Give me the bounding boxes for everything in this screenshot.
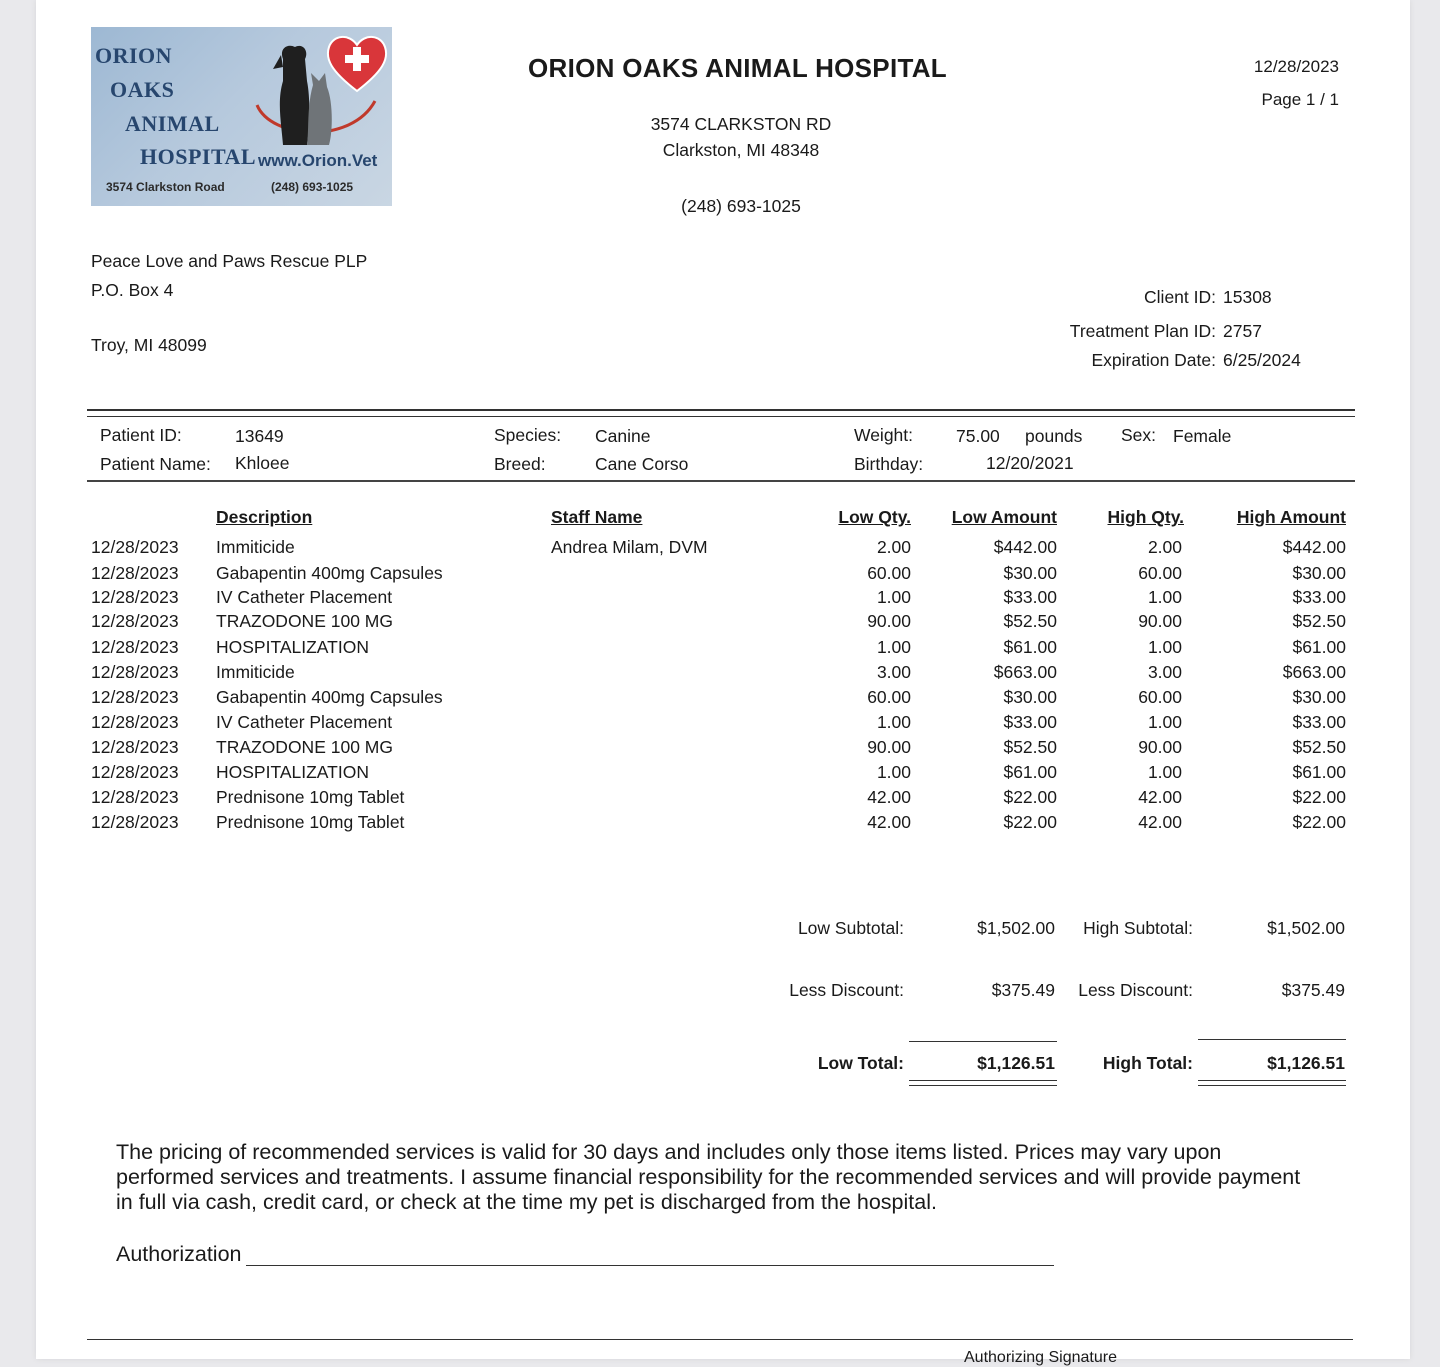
row-high-amount: $33.00 [1292,587,1346,607]
row-low-qty: 90.00 [867,737,911,757]
row-low-qty: 60.00 [867,563,911,583]
row-date: 12/28/2023 [91,687,179,707]
low-discount-value: $375.49 [991,980,1055,1000]
dog-cat-silhouette-icon [263,41,353,151]
row-low-amount: $22.00 [1003,812,1057,832]
weight-unit: pounds [1025,426,1083,446]
row-date: 12/28/2023 [91,537,179,557]
high-total-double-rule-b [1198,1085,1346,1086]
row-high-amount: $22.00 [1292,787,1346,807]
sex-value: Female [1173,426,1232,446]
row-low-qty: 1.00 [876,587,911,607]
sex-label: Sex: [1121,425,1157,445]
row-low-qty: 3.00 [876,662,911,682]
signature-label: Authorizing Signature [964,1349,1117,1366]
row-low-qty: 1.00 [876,712,911,732]
signature-line [87,1339,1353,1340]
row-high-qty: 42.00 [1138,787,1182,807]
weight-label: Weight: [854,425,914,445]
row-description: Prednisone 10mg Tablet [216,787,405,807]
row-high-amount: $61.00 [1292,637,1346,657]
row-low-amount: $442.00 [993,537,1057,557]
logo-word-hospital: HOSPITAL [140,144,257,169]
row-low-qty: 2.00 [876,537,911,557]
row-date: 12/28/2023 [91,637,179,657]
row-high-qty: 2.00 [1147,537,1182,557]
column-header-low-amount: Low Amount [951,507,1057,527]
weight-value: 75.00 [956,426,1000,446]
row-date: 12/28/2023 [91,662,179,682]
column-header-low-qty: Low Qty. [838,507,911,527]
column-header-high-qty: High Qty. [1107,507,1184,527]
hospital-phone: (248) 693-1025 [681,196,801,216]
pricing-disclaimer: The pricing of recommended services is valid for 30 days and includes only those items listed. Prices may vary upon performed services and treatments. I assume financial responsibility for the recommended services and will provide payment in full via cash, credit card, or check at the time my pet is discharged from the hospital. [116,1140,1301,1214]
row-low-qty: 42.00 [867,812,911,832]
row-description: HOSPITALIZATION [216,762,369,782]
low-subtotal-label: Low Subtotal: [797,918,904,938]
low-total-double-rule-a [909,1080,1057,1081]
high-total-label: High Total: [1102,1053,1193,1073]
row-high-qty: 1.00 [1147,587,1182,607]
logo-word-oaks: OAKS [110,77,175,102]
row-high-qty: 1.00 [1147,637,1182,657]
hospital-logo [91,27,392,206]
row-high-amount: $52.50 [1292,611,1346,631]
row-low-amount: $22.00 [1003,787,1057,807]
row-low-qty: 42.00 [867,787,911,807]
expiration-date-label: Expiration Date: [1091,350,1216,370]
row-high-qty: 90.00 [1138,611,1182,631]
high-total-double-rule-a [1198,1080,1346,1081]
row-high-amount: $52.50 [1292,737,1346,757]
row-high-qty: 60.00 [1138,563,1182,583]
row-description: TRAZODONE 100 MG [216,737,393,757]
row-low-qty: 1.00 [876,762,911,782]
row-date: 12/28/2023 [91,812,179,832]
row-description: TRAZODONE 100 MG [216,611,393,631]
birthday-label: Birthday: [854,454,924,474]
low-total-label: Low Total: [817,1053,904,1073]
authorization-line [246,1265,1054,1266]
row-date: 12/28/2023 [91,611,179,631]
row-low-amount: $33.00 [1003,712,1057,732]
row-date: 12/28/2023 [91,762,179,782]
authorization-label: Authorization [116,1242,242,1266]
low-total-rule-top [909,1041,1057,1042]
column-header-description: Description [216,507,313,527]
high-subtotal-label: High Subtotal: [1083,918,1193,938]
row-low-amount: $33.00 [1003,587,1057,607]
row-high-amount: $30.00 [1292,687,1346,707]
logo-url: www.Orion.Vet [258,151,378,170]
rule-patient-bottom [87,480,1355,482]
row-high-qty: 60.00 [1138,687,1182,707]
patient-name-value: Khloee [235,453,290,473]
row-high-qty: 42.00 [1138,812,1182,832]
row-high-qty: 3.00 [1147,662,1182,682]
high-total-rule-top [1198,1039,1346,1040]
row-description: IV Catheter Placement [216,587,393,607]
logo-street: 3574 Clarkston Road [106,180,225,194]
row-high-amount: $442.00 [1282,537,1346,557]
row-description: Immiticide [216,537,295,557]
low-total-double-rule-b [909,1085,1057,1086]
row-description: Gabapentin 400mg Capsules [216,687,443,707]
row-high-amount: $30.00 [1292,563,1346,583]
row-high-qty: 1.00 [1147,712,1182,732]
row-description: IV Catheter Placement [216,712,393,732]
client-address: P.O. Box 4 [91,280,174,300]
client-id-value: 15308 [1223,287,1272,307]
row-low-amount: $52.50 [1003,611,1057,631]
row-low-amount: $61.00 [1003,762,1057,782]
row-description: HOSPITALIZATION [216,637,369,657]
species-label: Species: [494,425,562,445]
birthday-value: 12/20/2021 [986,453,1074,473]
row-description: Immiticide [216,662,295,682]
logo-word-animal: ANIMAL [125,111,220,136]
patient-name-label: Patient Name: [100,454,211,474]
row-high-amount: $22.00 [1292,812,1346,832]
logo-phone: (248) 693-1025 [271,180,354,194]
species-value: Canine [595,426,651,446]
page-number: Page 1 / 1 [1261,90,1339,109]
breed-value: Cane Corso [595,454,689,474]
hospital-address-line2: Clarkston, MI 48348 [662,140,820,160]
column-header-staff: Staff Name [551,507,643,527]
high-subtotal-value: $1,502.00 [1267,918,1345,938]
hospital-name: ORION OAKS ANIMAL HOSPITAL [528,53,947,83]
row-date: 12/28/2023 [91,587,179,607]
high-total-value: $1,126.51 [1267,1053,1345,1073]
document-date: 12/28/2023 [1253,57,1339,76]
row-low-amount: $30.00 [1003,563,1057,583]
row-high-amount: $663.00 [1282,662,1346,682]
row-low-qty: 1.00 [876,637,911,657]
treatment-plan-id-value: 2757 [1223,321,1262,341]
row-date: 12/28/2023 [91,712,179,732]
row-low-amount: $52.50 [1003,737,1057,757]
treatment-plan-id-label: Treatment Plan ID: [1069,321,1216,341]
row-low-qty: 90.00 [867,611,911,631]
patient-id-label: Patient ID: [100,425,182,445]
patient-id-value: 13649 [235,426,284,446]
client-id-label: Client ID: [1144,287,1216,307]
row-date: 12/28/2023 [91,787,179,807]
high-discount-label: Less Discount: [1078,980,1193,1000]
rule-top-thick [87,409,1355,411]
row-low-amount: $663.00 [993,662,1057,682]
row-high-amount: $61.00 [1292,762,1346,782]
rule-top-thin [87,416,1355,417]
client-city: Troy, MI 48099 [91,335,207,355]
logo-word-orion: ORION [95,43,173,68]
row-high-amount: $33.00 [1292,712,1346,732]
column-header-high-amount: High Amount [1236,507,1346,527]
row-description: Prednisone 10mg Tablet [216,812,405,832]
low-discount-label: Less Discount: [789,980,904,1000]
low-total-value: $1,126.51 [977,1053,1055,1073]
row-low-amount: $61.00 [1003,637,1057,657]
row-description: Gabapentin 400mg Capsules [216,563,443,583]
document-page [36,0,1410,1366]
breed-label: Breed: [494,454,546,474]
row-staff-name: Andrea Milam, DVM [551,537,708,557]
high-discount-value: $375.49 [1281,980,1345,1000]
row-low-qty: 60.00 [867,687,911,707]
row-date: 12/28/2023 [91,563,179,583]
row-high-qty: 90.00 [1138,737,1182,757]
row-high-qty: 1.00 [1147,762,1182,782]
expiration-date-value: 6/25/2024 [1223,350,1301,370]
row-date: 12/28/2023 [91,737,179,757]
client-name: Peace Love and Paws Rescue PLP [91,251,368,271]
row-low-amount: $30.00 [1003,687,1057,707]
low-subtotal-value: $1,502.00 [977,918,1055,938]
hospital-address-line1: 3574 CLARKSTON RD [650,114,832,134]
